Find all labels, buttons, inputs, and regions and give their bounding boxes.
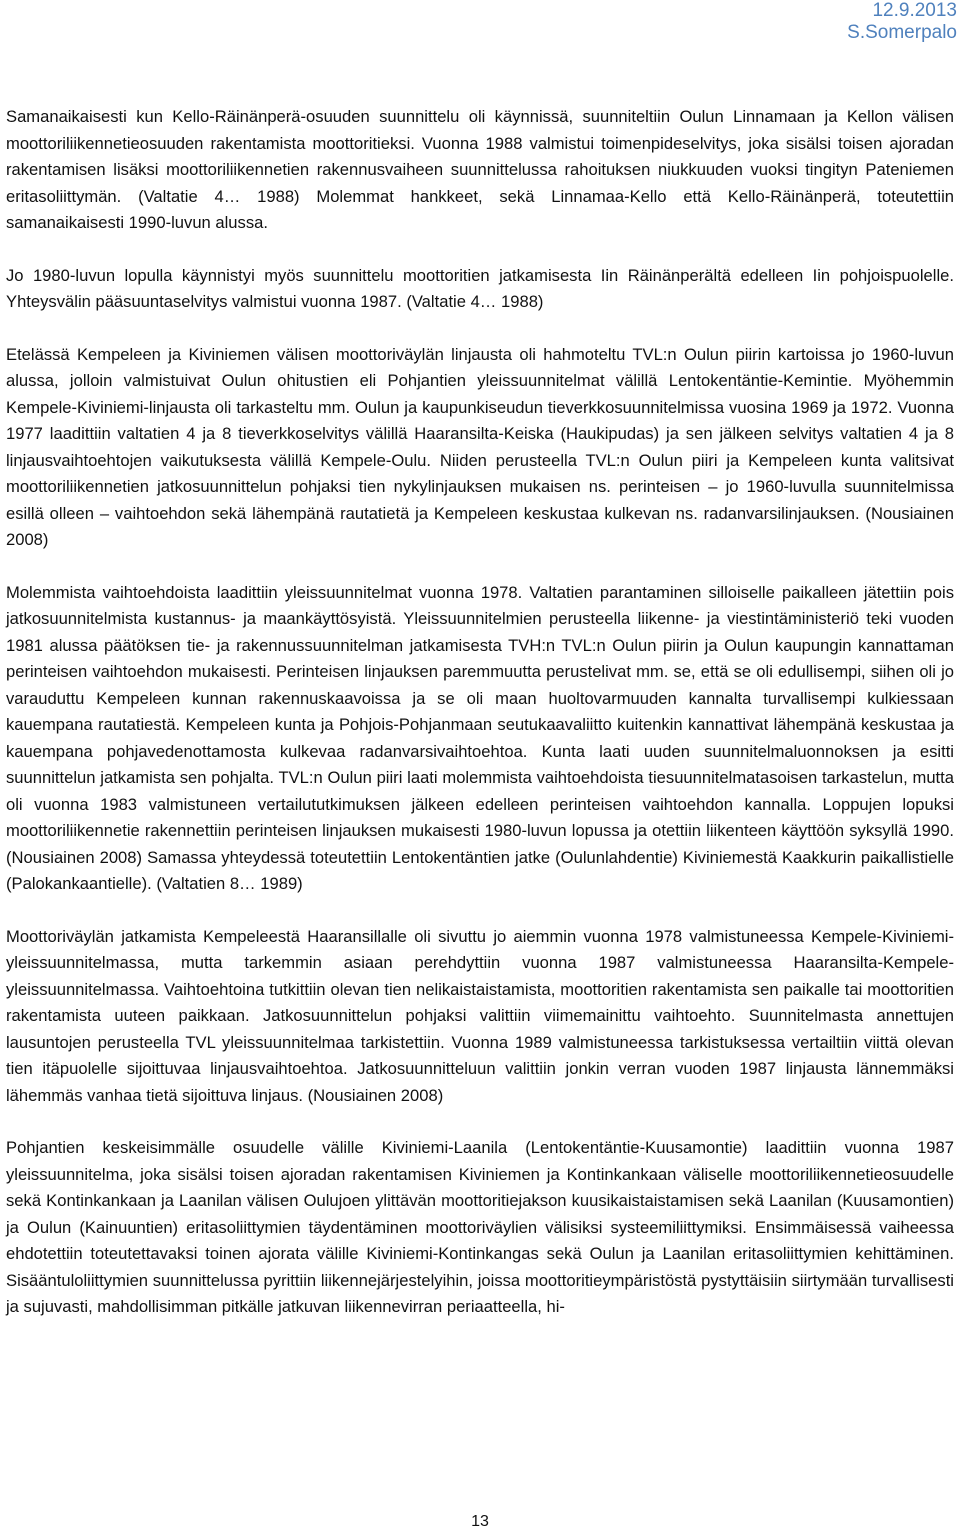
header-author: S.Somerpalo	[847, 22, 957, 43]
paragraph: Etelässä Kempeleen ja Kiviniemen välisen moottoriväylän linjausta oli hahmoteltu TVL:n Oulun piirin kartoissa jo 1960-luvun alussa, jolloin valmistuivat Oulun ohitustien eli Pohjantien yleissuunnitelmat välillä Lentokentäntie-Kemintie. Myöhemmin Kempele-Kiviniemi-linjausta oli tarkasteltu mm. Oulun ja kaupunkiseudun tieverkkosuunnitelmissa vuosina 1969 ja 1972. Vuonna 1977 laadittiin valtatien 4 ja 8 tieverkkoselvitys välillä Haaransilta-Keiska (Haukipudas) ja sen jälkeen selvitys valtatien 4 ja 8 linjausvaihtoehtojen vaikutuksesta välillä Kempele-Oulu. Niiden perusteella TVL:n Oulun piiri ja Kempeleen kunta valitsivat moottoriliikennetien jatkosuunnittelun pohjaksi tien nykylinjauksen mukaisen ns. perinteisen – jo 1960-luvulla suunnitelmissa esillä olleen – vaihtoehdon sekä lähempänä rautatietä ja Kempeleen keskustaa kulkevan ns. radanvarsilinjauksen. (Nousiainen 2008)	[6, 344, 954, 549]
header-date: 12.9.2013	[872, 0, 957, 21]
paragraph: Pohjantien keskeisimmälle osuudelle välille Kiviniemi-Laanila (Lentokentäntie-Kuusamontie) laadittiin vuonna 1987 yleissuunnitelma, joka sisälsi toisen ajoradan rakentamisen Kiviniemen ja Kontinkankaan väliselle moottoriliikennetieosuudelle sekä Kontinkankaan ja Laanilan välisen Oulujoen ylittävän moottoritiejakson kuusikaistaistamisen sekä Laanilan (Kuusamontien) ja Oulun (Kainuuntien) eritasoliittymien täydentäminen moottoriväylien välisiksi systeemiliittymiksi. Ensimmäisessä vaiheessa ehdotettiin toteutettavaksi toinen ajorata välille Kiviniemi-Kontinkangas sekä Oulun ja Laanilan eritasoliittymien kehittäminen. Sisääntuloliittymien suunnittelussa pyrittiin liikennejärjestelyihin, joissa moottoritieympäristöstä pystyttäisiin siirtymään turvallisesti ja sujuvasti, mahdollisimman pitkälle jatkuvan liikennevirran periaatteella, hi-	[6, 1138, 954, 1316]
page-header	[847, 0, 957, 44]
paragraph: Moottoriväylän jatkamista Kempeleestä Haaransillalle oli sivuttu jo aiemmin vuonna 1978 valmistuneessa Kempele-Kiviniemi-yleissuunnitelmassa, mutta tarkemmin asiaan perehdyttiin vuonna 1987 valmistuneessa Haaransilta-Kempele-yleissuunnitelmassa. Vaihtoehtoina tutkittiin olevan tien nelikaistaistamista, moottoritien rakentamista sen paikalle tai moottoritien rakentamista uuteen paikkaan. Jatkosuunnittelun pohjaksi valittiin viimemainittu vaihtoehto. Suunnitelmasta annettujen lausuntojen perusteella TVL yleissuunnitelmaa tarkistettiin. Vuonna 1989 valmistuneessa tarkistuksessa vertailtiin viittä olevan tien itäpuolelle sijoittuvaa linjausvaihtoehtoa. Jatkosuunnitteluun valittiin jonkin verran vuoden 1987 linjausta lännemmäksi lähemmäs vanhaa tietä sijoittuva linjaus. (Nousiainen 2008)	[6, 926, 954, 1105]
paragraph: Molemmista vaihtoehdoista laadittiin yleissuunnitelmat vuonna 1978. Valtatien parantaminen silloiselle paikalleen jätettiin pois jatkosuunnitelmista kustannus- ja maankäyttösyistä. Yleissuunnitelmien perusteella liikenne- ja viestintäministeriö teki vuoden 1981 alussa päätöksen tie- ja rakennussuunnitelman jatkamisesta TVH:n TVL:n Oulun piirin ja Oulun kaupungin kannattaman perinteisen vaihtoehdon mukaisesti. Perinteisen linjauksen paremmuutta perustelivat mm. se, että se oli edullisempi, siihen oli jo varauduttu Kempeleen kunnan rakennuskaavoissa ja se oli maan huoltovarmuuden kannalta turvallisempi kulkiessaan kauempana rautatiestä. Kempeleen kunta ja Pohjois-Pohjanmaan seutukaavaliitto kuitenkin kannattivat lähempänä keskustaa ja kauempana pohjavedenottamosta kulkevaa radanvarsivaihtoehtoa. Kunta laati uuden suunnitelmaluonnoksen ja esitti suunnittelun jatkamista sen pohjalta. TVL:n Oulun piiri laati molemmista vaihtoehdoista tiesuunnitelmatasoisen tarkastelun, mutta oli vuonna 1983 valmistuneen vertailututkimuksen jälkeen edelleen perinteisen vaihtoehdon kannalla. Loppujen lopuksi moottoriliikennetie rakennettiin perinteisen linjauksen mukaisesti 1980-luvun lopussa ja otettiin liikenteen käyttöön syksyllä 1990. (Nousiainen 2008) Samassa yhteydessä toteutettiin Lentokentäntien jatke (Oulunlahdentie) Kiviniemestä Kaakkurin paikallistielle (Palokankaantielle). (Valtatien 8… 1989)	[6, 582, 954, 893]
document-body	[6, 104, 954, 1347]
paragraph: Samanaikaisesti kun Kello-Räinänperä-osuuden suunnittelu oli käynnissä, suunniteltiin Oulun Linnamaan ja Kellon välisen moottoriliikennetieosuuden rakentamista moottoritieksi. Vuonna 1988 valmistui toimenpideselvitys, joka sisälsi toisen ajoradan rakentamisen lisäksi moottoriliikennetien rakennusvaiheen suunnittelussa rahoituksen niukkuuden vuoksi tingityn Pateniemen eritasoliittymän. (Valtatie 4… 1988) Molemmat hankkeet, sekä Linnamaa-Kello että Kello-Räinänperä, toteutettiin samanaikaisesti 1990-luvun alussa.	[6, 107, 954, 232]
paragraph: Jo 1980-luvun lopulla käynnistyi myös suunnittelu moottoritien jatkamisesta Iin Räinänperältä edelleen Iin pohjoispuolelle. Yhteysvälin pääsuuntaselvitys valmistui vuonna 1987. (Valtatie 4… 1988)	[6, 265, 954, 311]
page-footer	[0, 1512, 960, 1531]
page-number: 13	[471, 1513, 489, 1530]
